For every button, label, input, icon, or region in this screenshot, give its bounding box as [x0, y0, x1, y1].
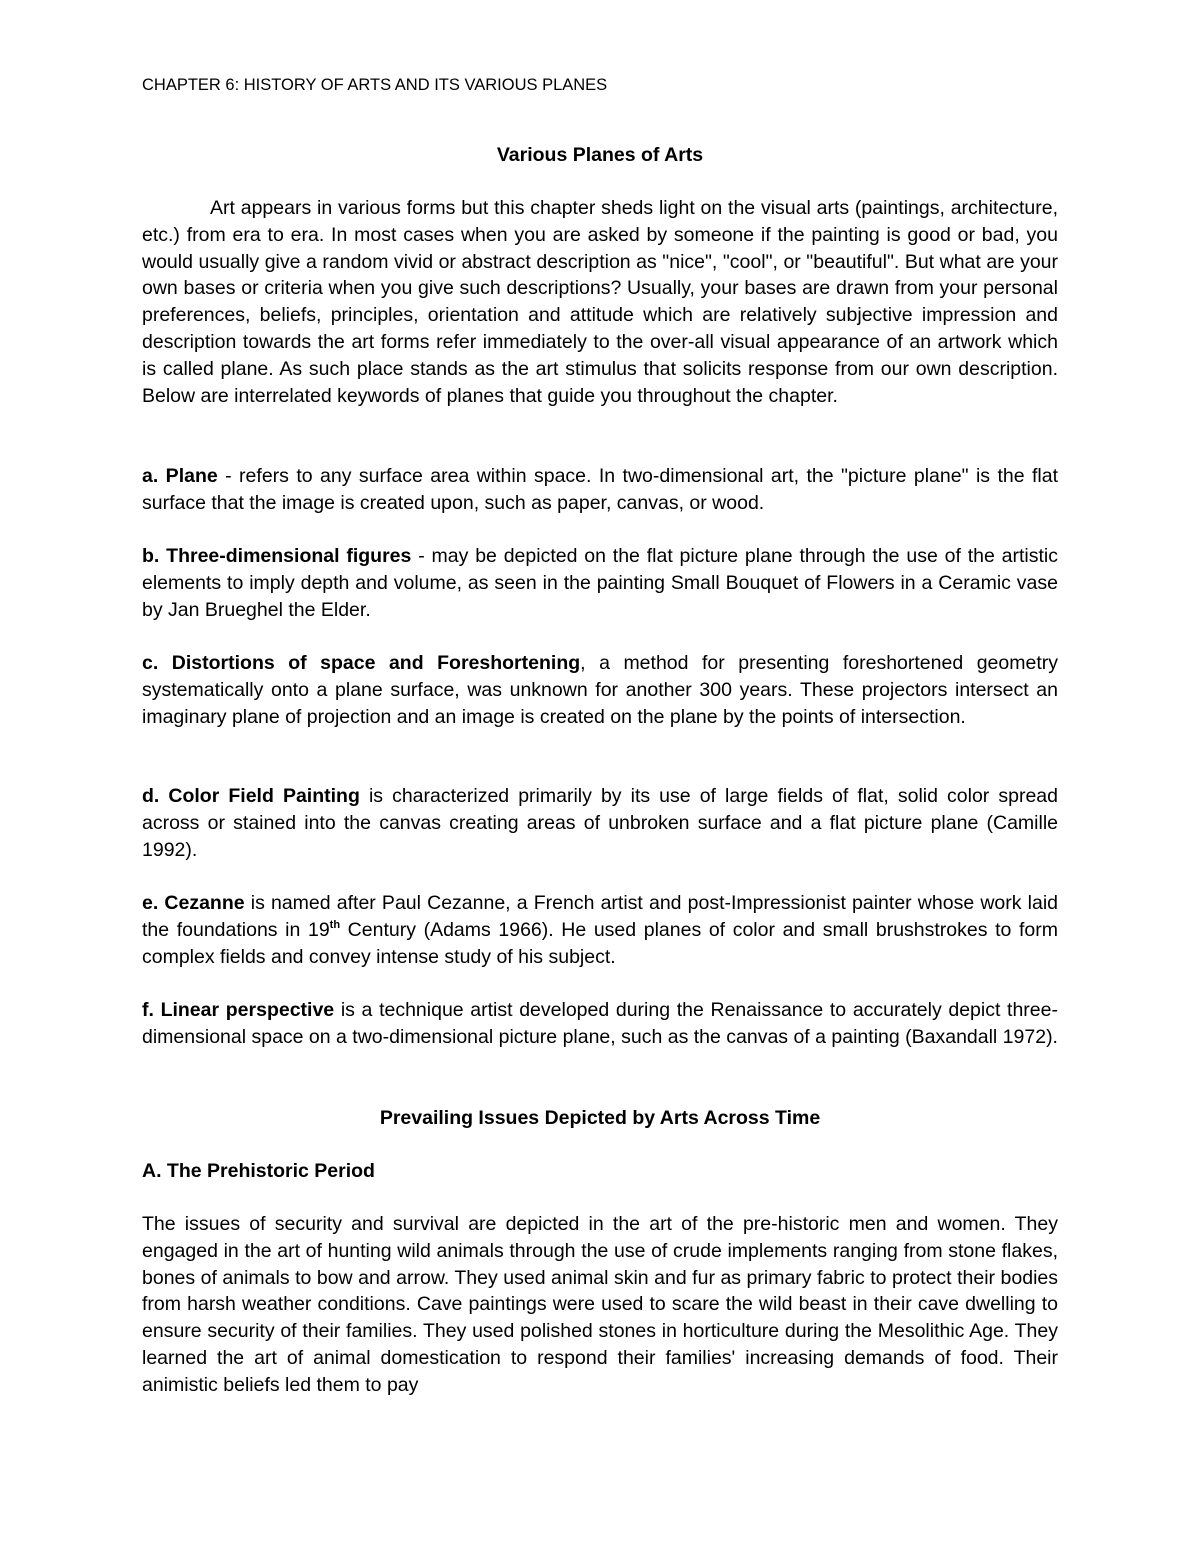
chapter-header: CHAPTER 6: HISTORY OF ARTS AND ITS VARIOUS PLANES — [142, 76, 608, 94]
definition-three-dimensional-figures: - may be depicted on the flat picture plane through the use of the artistic elements to imply depth and volume, as seen in the painting Small Bouquet of Flowers in a Ceramic vase by Jan Brueghel the Elder. — [142, 545, 1058, 621]
definition-linear-perspective: is a technique artist developed during the Renaissance to accurately depict three-dimensional space on a two-dimensional picture plane, such as the canvas of a painting (Baxandall 1972). — [142, 999, 1058, 1048]
prehistoric-paragraph: The issues of security and survival are depicted in the art of the pre-historic men and women. They engaged in the art of hunting wild animals through the use of crude implements ranging from stone flakes, bones of animals to bow and arrow. They used animal skin and fur as primary fabric to protect their bodies from harsh weather conditions. Cave paintings were used to scare the wild beast in their cave dwelling to ensure security of their families. They used polished stones in horticulture during the Mesolithic Age. They learned the art of animal domestication to respond their families' increasing demands of food. Their animistic beliefs led them to pay — [142, 1213, 1058, 1396]
item-cezanne — [142, 890, 1058, 970]
definition-distortions-of-space: , a method for presenting foreshortened geometry systematically onto a plane surface, was unknown for another 300 years. These projectors intersect an imaginary plane of projection and an image is created on the plane by the points of intersection. — [142, 652, 1058, 728]
item-distortions-of-space — [142, 650, 1058, 730]
term-color-field-painting: d. Color Field Painting — [142, 785, 360, 807]
subheading-prehistoric-period: A. The Prehistoric Period — [142, 1160, 375, 1182]
item-plane — [142, 463, 1058, 517]
term-cezanne: e. Cezanne — [142, 892, 245, 914]
definition-color-field-painting: is characterized primarily by its use of large fields of flat, solid color spread across or stained into the canvas creating areas of unbroken surface and a flat picture plane (Camille 1992). — [142, 785, 1058, 861]
term-three-dimensional-figures: b. Three-dimensional figures — [142, 545, 412, 567]
section-title-prevailing-issues: Prevailing Issues Depicted by Arts Across Time — [379, 1107, 821, 1129]
item-color-field-painting — [142, 783, 1058, 863]
ordinal-superscript: th — [329, 918, 341, 931]
definition-cezanne-continued: Century (Adams 1966). He used planes of color and small brushstrokes to form complex fields and convey intense study of his subject. — [142, 918, 1058, 968]
term-linear-perspective: f. Linear perspective — [142, 999, 335, 1021]
section-title-various-planes: Various Planes of Arts — [496, 144, 704, 166]
definition-plane: - refers to any surface area within space. In two-dimensional art, the "picture plane" is the flat surface that the image is created upon, such as paper, canvas, or wood. — [142, 465, 1058, 514]
item-linear-perspective — [142, 997, 1058, 1051]
term-distortions-of-space: c. Distortions of space and Foreshortening — [142, 652, 581, 674]
definition-cezanne: is named after Paul Cezanne, a French artist and post-Impressionist painter whose work laid the foundations in 19 — [142, 892, 1058, 941]
document-page — [142, 0, 1058, 1553]
term-plane: a. Plane — [142, 465, 218, 487]
item-three-dimensional-figures — [142, 543, 1058, 623]
intro-paragraph: Art appears in various forms but this chapter sheds light on the visual arts (paintings, architecture, etc.) from era to era. In most cases when you are asked by someone if the painting is good or bad, you would usually give a random vivid or abstract description as "nice", "cool", or "beautiful". But what are your own bases or criteria when you give such descriptions? Usually, your bases are drawn from your personal preferences, beliefs, principles, orientation and attitude which are relatively subjective impression and description towards the art forms refer immediately to the over-all visual appearance of an artwork which is called plane. As such place stands as the art stimulus that solicits response from our own description. Below are interrelated keywords of planes that guide you throughout the chapter. — [142, 197, 1058, 407]
